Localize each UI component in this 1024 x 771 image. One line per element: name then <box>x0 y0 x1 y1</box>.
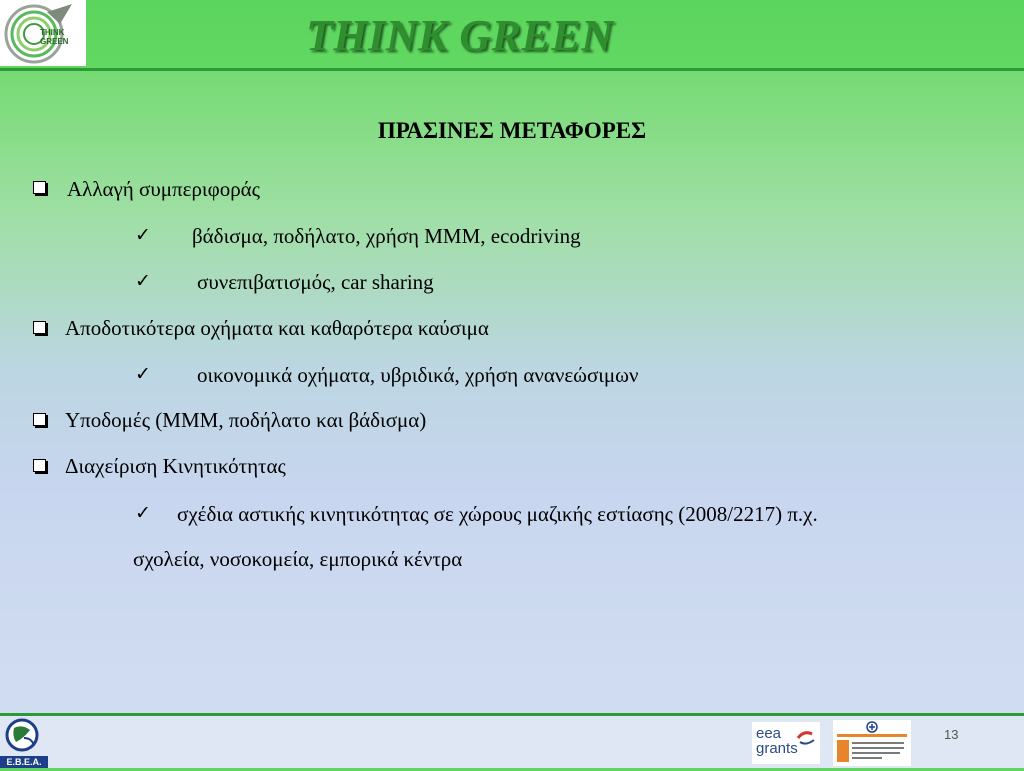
checkmark-icon: ✓ <box>135 363 151 385</box>
checkmark-icon: ✓ <box>135 224 151 246</box>
ebea-logo <box>0 716 48 768</box>
square-bullet-icon <box>33 181 46 194</box>
sub-bullet-item: συνεπιβατισμός, car sharing <box>197 270 434 294</box>
bullet-item: Αλλαγή συμπεριφοράς <box>67 177 260 201</box>
sub-bullet-continuation: σχολεία, νοσοκομεία, εμπορικά κέντρα <box>133 547 463 571</box>
square-bullet-icon <box>33 459 46 472</box>
logo-text: THINK GREEN <box>40 28 69 46</box>
square-bullet-icon <box>33 321 46 334</box>
eea-grants-text: eea grants <box>756 725 798 757</box>
page-title: THINK GREEN <box>306 11 614 60</box>
checkmark-icon: ✓ <box>135 270 151 292</box>
sub-bullet-item: σχέδια αστικής κινητικότητας σε χώρους μαζικής εστίασης (2008/2217) π.χ. <box>177 502 818 526</box>
sub-bullet-item: οικονομικά οχήματα, υβριδικά, χρήση ανανεώσιμων <box>197 363 639 387</box>
globe-logo-icon <box>0 716 48 756</box>
header-divider <box>0 68 1024 71</box>
ministry-emblem-icon <box>833 720 911 766</box>
section-title: ΠΡΑΣΙΝΕΣ ΜΕΤΑΦΟΡΕΣ <box>377 118 647 143</box>
bullet-item: Διαχείριση Κινητικότητας <box>65 454 286 478</box>
square-bullet-icon <box>33 413 46 426</box>
eea-swirl-icon <box>796 728 816 748</box>
page-number: 13 <box>944 727 959 742</box>
ministry-logo <box>833 720 911 766</box>
bullet-item: Αποδοτικότερα οχήματα και καθαρότερα καύσιμα <box>65 316 489 340</box>
bullet-item: Υποδομές (ΜΜΜ, ποδήλατο και βάδισμα) <box>65 408 427 432</box>
think-green-logo <box>0 0 86 66</box>
ebea-label: E.B.E.A. <box>0 756 48 768</box>
eea-grants-logo <box>752 722 820 764</box>
sub-bullet-item: βάδισμα, ποδήλατο, χρήση ΜΜΜ, ecodriving <box>192 224 581 248</box>
checkmark-icon: ✓ <box>135 502 151 524</box>
